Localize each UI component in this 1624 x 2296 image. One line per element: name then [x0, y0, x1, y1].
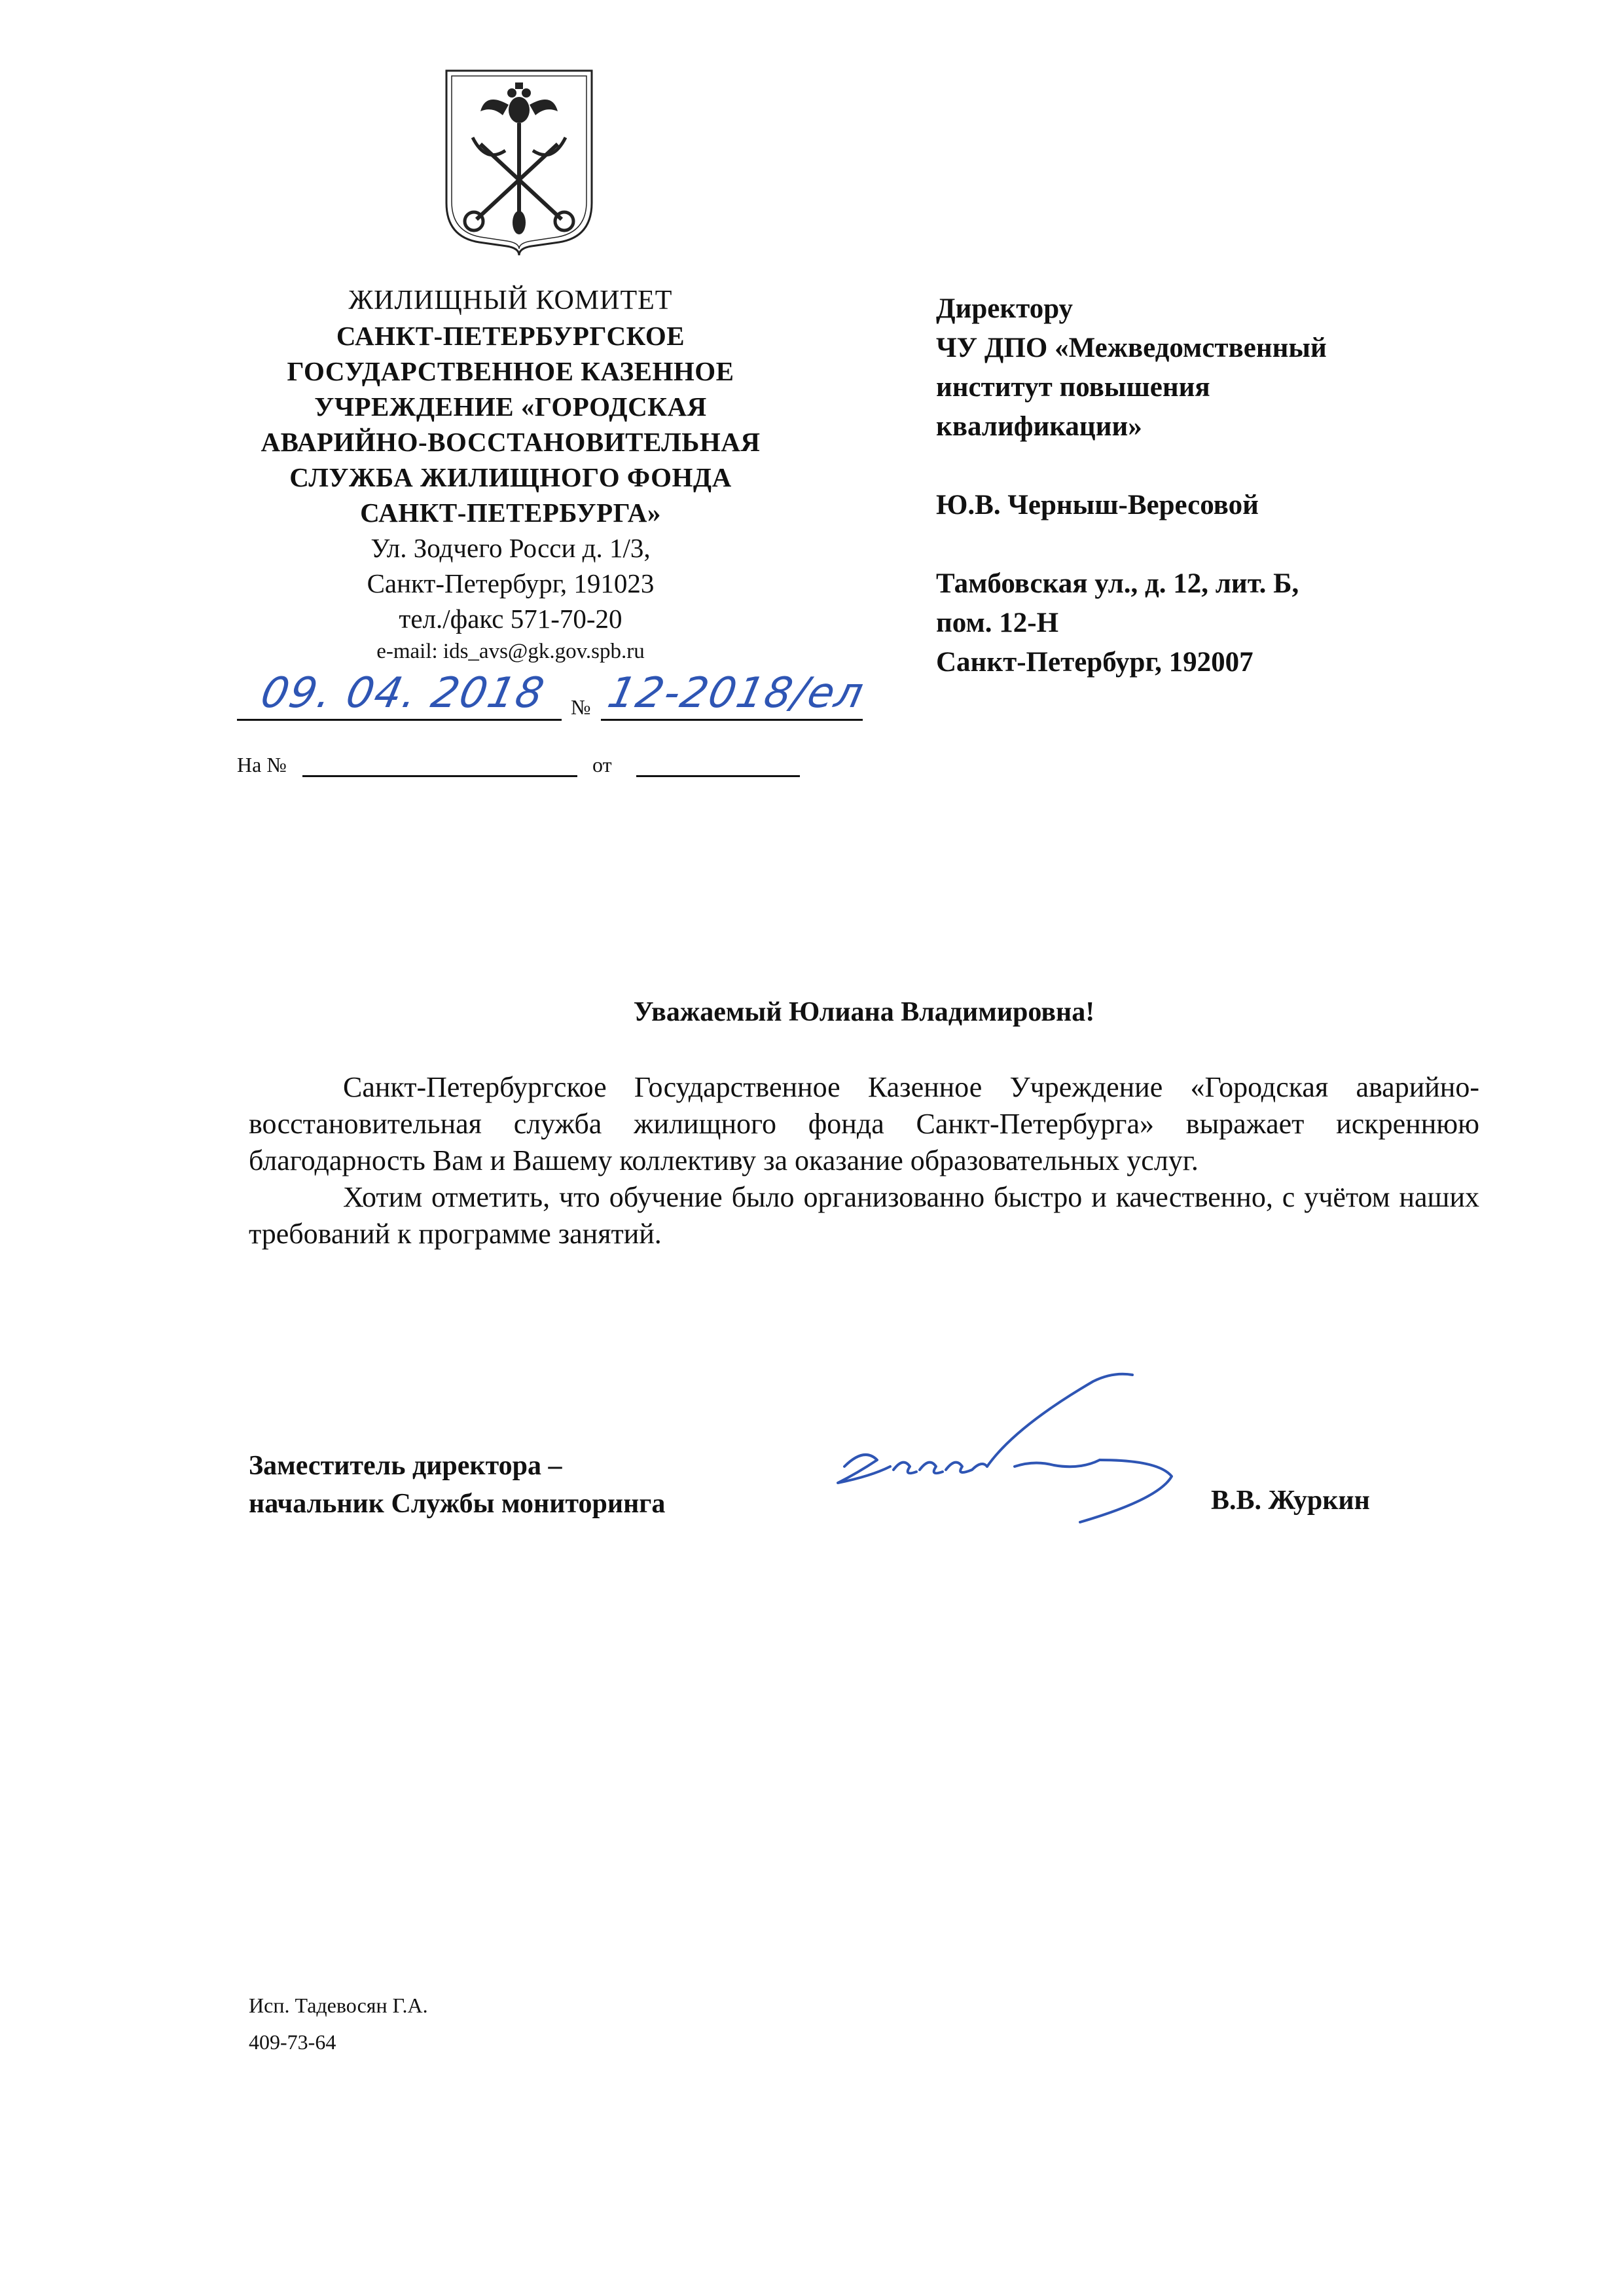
org-line: АВАРИЙНО-ВОССТАНОВИТЕЛЬНАЯ [261, 427, 761, 457]
recipient-address-line: Санкт-Петербург, 192007 [936, 647, 1254, 678]
handwritten-number: 12-2018/ел [604, 669, 869, 718]
handwritten-date: 09. 04. 2018 [257, 669, 549, 718]
org-line: УЧРЕЖДЕНИЕ «ГОРОДСКАЯ [314, 392, 707, 422]
recipient-title-line: квалификации» [936, 411, 1142, 442]
org-line: ЖИЛИЩНЫЙ КОМИТЕТ [348, 285, 673, 316]
spacer [936, 525, 1578, 564]
org-line: САНКТ-ПЕТЕРБУРГА» [360, 498, 661, 528]
recipient-block [936, 289, 1578, 682]
recipient-address-line: пом. 12-Н [936, 608, 1059, 638]
reference-date-underline [636, 775, 800, 777]
address-line: Ул. Зодчего Росси д. 1/3, [370, 533, 651, 563]
recipient-title-line: институт повышения [936, 372, 1210, 403]
number-sign: № [571, 695, 591, 719]
org-line: ГОСУДАРСТВЕННОЕ КАЗЕННОЕ [287, 356, 734, 386]
org-line: СЛУЖБА ЖИЛИЩНОГО ФОНДА [289, 462, 732, 492]
recipient-address-line: Тамбовская ул., д. 12, лит. Б, [936, 568, 1299, 599]
recipient-title-line: Директору [936, 293, 1074, 324]
recipient-title-line: ЧУ ДПО «Межведомственный [936, 333, 1327, 363]
handwritten-signature [818, 1362, 1224, 1532]
address-line: Санкт-Петербург, 191023 [367, 568, 655, 598]
reference-from-label: от [592, 753, 612, 776]
executor-phone: 409-73-64 [249, 2030, 336, 2054]
organization-block [216, 283, 805, 666]
coat-of-arms-icon [440, 65, 598, 257]
paragraph: Санкт-Петербургское Государственное Казенное Учреждение «Городская аварийно-восстановительная служба жилищного фонда Санкт-Петербурга» выражает искреннюю благодарность Вам и Вашему коллективу за оказание образовательных услуг. [249, 1071, 1479, 1176]
paragraph: Хотим отметить, что обучение было организованно быстро и качественно, с учётом наших требований к программе занятий. [249, 1181, 1479, 1250]
number-underline [601, 719, 863, 721]
email-line: e-mail: ids_avs@gk.gov.spb.ru [376, 640, 645, 663]
org-line: САНКТ-ПЕТЕРБУРГСКОЕ [336, 321, 685, 351]
spacer [936, 446, 1578, 486]
reference-label: На № [237, 753, 287, 776]
signer-position-line: начальник Службы мониторинга [249, 1489, 666, 1519]
signer-name: В.В. Журкин [1211, 1485, 1370, 1516]
address-line: тел./факс 571-70-20 [399, 604, 623, 634]
signer-position [249, 1447, 665, 1523]
date-underline [237, 719, 562, 721]
recipient-name: Ю.В. Черныш-Вересовой [936, 490, 1259, 520]
signer-position-line: Заместитель директора – [249, 1451, 562, 1481]
reference-number-underline [302, 775, 577, 777]
executor-name: Исп. Тадевосян Г.А. [249, 1994, 428, 2017]
executor-block [249, 1987, 428, 2060]
letter-body [249, 1069, 1479, 1252]
greeting: Уважаемый Юлиана Владимировна! [633, 997, 1095, 1027]
